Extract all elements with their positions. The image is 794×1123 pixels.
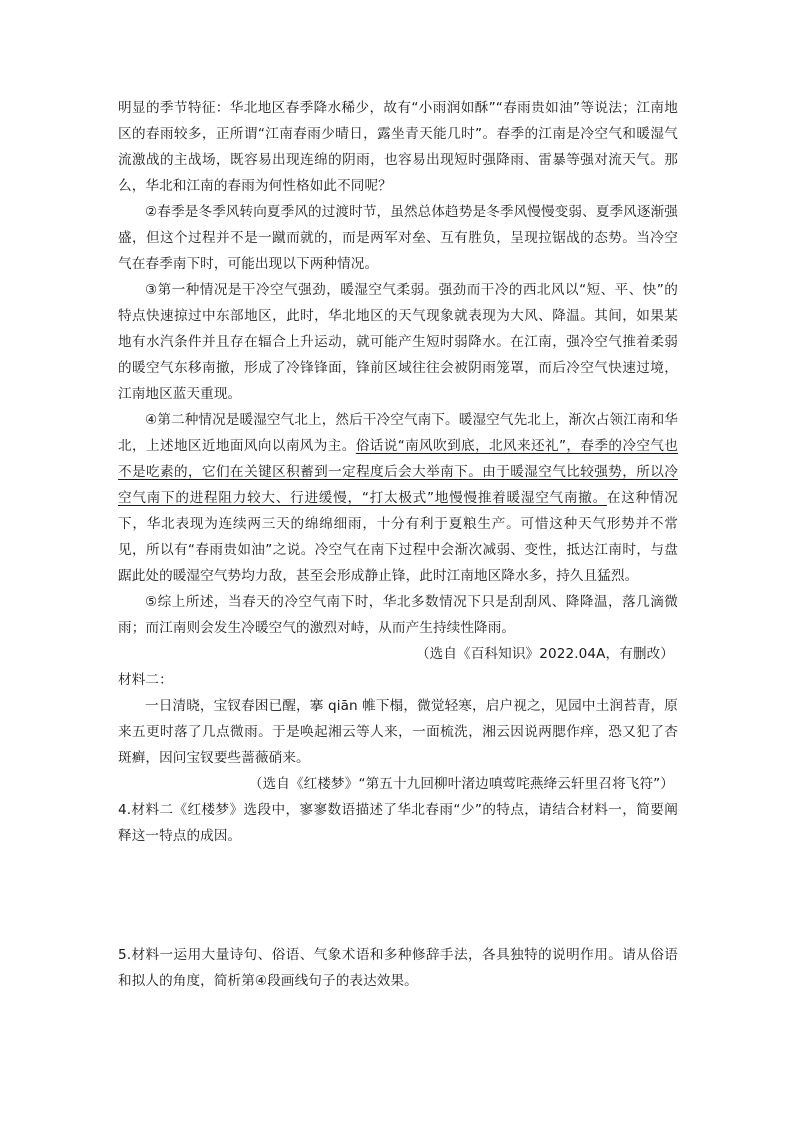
material2-source: （选自《红楼梦》“第五十九回柳叶渚边嗔莺咤燕绛云轩里召将飞符”）	[248, 776, 674, 792]
material1-paragraph-4	[118, 407, 678, 589]
material1-paragraph-5: ⑤综上所述，当春天的冷空气南下时，华北多数情况下只是刮刮风、降降温，落几滴微雨；而江南则会发生冷暖空气的激烈对峙，从而产生持续性降雨。	[118, 594, 678, 636]
document-page	[118, 95, 678, 994]
question-4: 4.材料二《红楼梦》选段中，寥寥数语描述了华北春雨“少”的特点，请结合材料一，简要阐释这一特点的成因。	[118, 802, 678, 844]
material1-source: （选自《百科知识》2022.04A，有删改）	[415, 646, 674, 662]
material1-paragraph-2: ②春季是冬季风转向夏季风的过渡时节，虽然总体趋势是冬季风慢慢变弱、夏季风逐渐强盛，但这个过程并不是一蹴而就的，而是两军对垒、互有胜负，呈现拉锯战的态势。当冷空气在春季南下时，可能出现以下两种情况。	[118, 204, 678, 272]
paragraph-4-rest: 在这种情况下，华北表现为连续两三天的绵绵细雨，十分有利于夏粮生产。可惜这种天气形势并不常见，所以有“春雨贵如油”之说。冷空气在南下过程中会渐次减弱、变性，抵达江南时，与盘踞此处的暖湿空气势均力敌，甚至会形成静止锋，此时江南地区降水多，持久且猛烈。	[118, 490, 678, 584]
underlined-sentence: 俗话说“南风吹到底，北风来还礼”，春季的冷空气也不是吃素的，它们在关键区积蓄到一定程度后会大举南下。由于暖湿空气比较强势，所以冷空气南下的进程阻力较大、行进缓慢，“打太极式”地慢慢推着暖湿空气南撤。	[118, 438, 678, 506]
answer-space	[118, 849, 678, 942]
material2-label: 材料二：	[118, 672, 173, 688]
paragraph-4-lead: ④第二种情况是暖湿空气北上，然后干冷空气南下。暖湿空气先北上，渐次占领江南和华北，上述地区近地面风向以南风为主。	[118, 412, 678, 454]
material1-paragraph-3: ③第一种情况是干冷空气强劲，暖湿空气柔弱。强劲而干冷的西北风以“短、平、快”的特点快速掠过中东部地区，此时，华北地区的天气现象就表现为大风、降温。其间，如果某地有水汽条件并且存在辐合上升运动，就可能产生短时弱降水。在江南，强冷空气推着柔弱的暖空气东移南撤，形成了冷锋锋面，锋前区域往往会被阴雨笼罩，而后冷空气快速过境，江南地区蓝天重现。	[118, 282, 678, 402]
material2-paragraph: 一日清晓，宝钗春困已醒，搴 qiān 帷下榻，微觉轻寒，启户视之，见园中土润苔青，原来五更时落了几点微雨。于是唤起湘云等人来，一面梳洗，湘云因说两腮作痒，恐又犯了杏斑癣，因问宝钗要些蔷薇硝来。	[118, 698, 678, 766]
question-5: 5.材料一运用大量诗句、俗语、气象术语和多种修辞手法，各具独特的说明作用。请从俗语和拟人的角度，简析第④段画线句子的表达效果。	[118, 947, 678, 989]
material1-paragraph-1: 明显的季节特征：华北地区春季降水稀少，故有“小雨润如酥”“春雨贵如油”等说法；江南地区的春雨较多，正所谓“江南春雨少晴日，露坐青天能几时”。春季的江南是冷空气和暖湿气流激战的主战场，既容易出现连绵的阴雨，也容易出现短时强降雨、雷暴等强对流天气。那么，华北和江南的春雨为何性格如此不同呢？	[118, 100, 678, 194]
